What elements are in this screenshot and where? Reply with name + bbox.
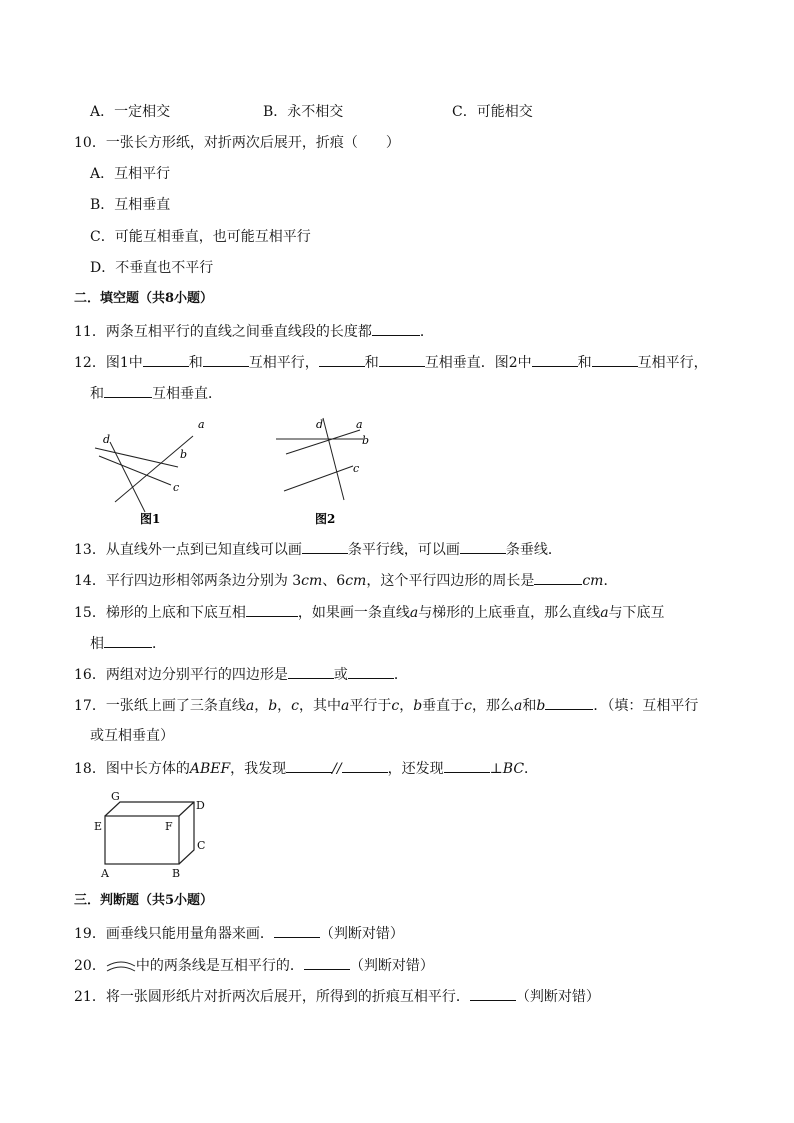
q16-text: 16．两组对边分别平行的四边形是 bbox=[74, 667, 288, 683]
q9-option-c: C．可能相交 bbox=[452, 104, 533, 120]
answer-blank[interactable] bbox=[274, 923, 320, 938]
q15-text: ． bbox=[152, 636, 166, 652]
section-3-heading: 三．判断题（共5小题） bbox=[74, 893, 214, 908]
variable-b: b bbox=[536, 698, 546, 714]
fig1-label-b: b bbox=[180, 448, 188, 461]
fig2-line-d bbox=[323, 418, 344, 500]
edge-bc: BC bbox=[502, 761, 525, 777]
q15-text: 与梯形的上底垂直，那么直线 bbox=[418, 605, 601, 621]
variable-a: a bbox=[600, 605, 609, 621]
variable-c: c bbox=[291, 698, 299, 714]
q14-text: 、6 bbox=[322, 573, 346, 589]
answer-blank[interactable] bbox=[379, 352, 425, 367]
q12-text: 互相平行， bbox=[248, 355, 319, 371]
q12-line1 bbox=[74, 352, 708, 373]
cuboid-edge-fd bbox=[179, 802, 194, 816]
q17-text: ， bbox=[277, 698, 292, 714]
q19-text: 19．画垂线只能用量角器来画． bbox=[74, 926, 274, 942]
q19 bbox=[74, 923, 404, 944]
answer-blank[interactable] bbox=[304, 955, 350, 970]
q14-text: ． bbox=[603, 573, 618, 589]
q17-line2: 或互相垂直） bbox=[90, 728, 174, 744]
answer-blank[interactable] bbox=[246, 602, 298, 617]
fig2-line-a bbox=[286, 430, 360, 454]
answer-blank[interactable] bbox=[143, 352, 189, 367]
figure-2 bbox=[268, 412, 418, 528]
variable-a: a bbox=[245, 698, 255, 714]
fig1-label-c: c bbox=[173, 481, 180, 494]
q17-text: ，其中 bbox=[299, 698, 341, 714]
vertex-A: A bbox=[101, 867, 109, 880]
q12-text: 互相垂直．图2中 bbox=[424, 355, 532, 371]
q17-text: 和 bbox=[522, 698, 537, 714]
q13-text: 13．从直线外一点到已知直线可以画 bbox=[74, 542, 302, 558]
q16-text: 或 bbox=[333, 667, 348, 683]
q16-text: ． bbox=[393, 667, 408, 683]
q21-text: （判断对错） bbox=[515, 989, 600, 1005]
q9-option-b: B．永不相交 bbox=[263, 104, 344, 120]
fig1-caption: 图1 bbox=[140, 512, 161, 526]
q17-text: ．（填：互相平行 bbox=[593, 698, 699, 714]
q21 bbox=[74, 986, 600, 1007]
answer-blank[interactable] bbox=[532, 352, 578, 367]
q17-text: ， bbox=[254, 698, 269, 714]
answer-blank[interactable] bbox=[203, 352, 249, 367]
q13-text: 条平行线，可以画 bbox=[347, 542, 460, 558]
fig1-line-c bbox=[99, 456, 171, 485]
q10-option-b: B．互相垂直 bbox=[90, 197, 171, 213]
q20-text: 中的两条线是互相平行的． bbox=[135, 958, 304, 974]
fig2-label-c: c bbox=[353, 462, 360, 475]
q11-end: ． bbox=[419, 324, 434, 340]
section-2-heading: 二．填空题（共8小题） bbox=[74, 291, 214, 306]
q12-text: 和 bbox=[577, 355, 592, 371]
parallel-symbol: // bbox=[332, 761, 342, 777]
q19-text: （判断对错） bbox=[319, 926, 404, 942]
q13 bbox=[74, 539, 562, 560]
q16 bbox=[74, 664, 408, 685]
answer-blank[interactable] bbox=[545, 695, 593, 710]
q10-option-d: D．不垂直也不平行 bbox=[90, 260, 214, 276]
q17-text: ，那么 bbox=[472, 698, 515, 714]
vertex-G: G bbox=[111, 790, 120, 803]
q15-text: 相 bbox=[90, 636, 104, 652]
q15-line2 bbox=[90, 633, 166, 654]
answer-blank[interactable] bbox=[286, 758, 332, 773]
answer-blank[interactable] bbox=[534, 570, 582, 585]
q17-text: ， bbox=[399, 698, 414, 714]
q15-line1 bbox=[74, 602, 665, 623]
q17-line1 bbox=[74, 695, 698, 716]
q10-option-c: C．可能互相垂直，也可能互相平行 bbox=[90, 229, 311, 245]
q15-text: 15．梯形的上底和下底互相 bbox=[74, 605, 246, 621]
q18-text: 18．图中长方体的 bbox=[74, 761, 190, 777]
q17-text: 17．一张纸上画了三条直线 bbox=[74, 698, 246, 714]
answer-blank[interactable] bbox=[342, 758, 388, 773]
q14 bbox=[74, 570, 617, 591]
vertex-D: D bbox=[196, 799, 205, 812]
q12-text: 12．图1中 bbox=[74, 355, 143, 371]
variable-c: c bbox=[464, 698, 473, 714]
q20-text: 20． bbox=[74, 958, 106, 974]
cuboid-edges bbox=[105, 802, 194, 864]
unit-cm: cm bbox=[582, 573, 604, 589]
q18-text: ，我发现 bbox=[230, 761, 287, 777]
q12-text: 和 bbox=[188, 355, 203, 371]
q11 bbox=[74, 321, 434, 342]
fig1-label-d: d bbox=[103, 433, 111, 446]
vertex-E: E bbox=[94, 820, 103, 833]
q14-text: 14．平行四边形相邻两条边分别为 3 bbox=[74, 573, 302, 589]
variable-b: b bbox=[268, 698, 278, 714]
fig2-caption: 图2 bbox=[315, 512, 336, 526]
perpendicular-symbol: ⊥ bbox=[489, 761, 503, 777]
q9-option-a: A．一定相交 bbox=[90, 104, 171, 120]
answer-blank[interactable] bbox=[302, 539, 348, 554]
q20-text: （判断对错） bbox=[349, 958, 434, 974]
curved-lines-icon bbox=[106, 958, 136, 974]
answer-blank[interactable] bbox=[460, 539, 506, 554]
variable-b: b bbox=[413, 698, 423, 714]
fig1-label-a: a bbox=[198, 418, 205, 431]
answer-blank[interactable] bbox=[372, 321, 420, 336]
answer-blank[interactable] bbox=[592, 352, 638, 367]
q21-text: 21．将一张圆形纸片对折两次后展开，所得到的折痕互相平行． bbox=[74, 989, 470, 1005]
unit-cm: cm bbox=[345, 573, 367, 589]
q13-text: 条垂线． bbox=[505, 542, 562, 558]
q17-text: 平行于 bbox=[349, 698, 392, 714]
q12-text: 互相平行， bbox=[637, 355, 708, 371]
fig2-line-c bbox=[284, 466, 353, 491]
variable-a: a bbox=[341, 698, 350, 714]
vertex-F: F bbox=[165, 820, 173, 833]
q10-option-a: A．互相平行 bbox=[90, 166, 171, 182]
q18-text: ，还发现 bbox=[387, 761, 444, 777]
q15-text: 与下底互 bbox=[608, 605, 665, 621]
fig2-label-a: a bbox=[356, 418, 363, 431]
fig2-label-d: d bbox=[316, 418, 324, 431]
answer-blank[interactable] bbox=[319, 352, 365, 367]
cuboid-figure bbox=[88, 786, 218, 882]
q12-text: 互相垂直． bbox=[152, 386, 222, 402]
answer-blank[interactable] bbox=[470, 986, 516, 1001]
answer-blank[interactable] bbox=[444, 758, 490, 773]
unit-cm: cm bbox=[301, 573, 323, 589]
q12-text: 和 bbox=[364, 355, 379, 371]
answer-blank[interactable] bbox=[104, 633, 152, 648]
face-abef: ABEF bbox=[189, 761, 231, 777]
variable-c: c bbox=[391, 698, 400, 714]
answer-blank[interactable] bbox=[348, 664, 394, 679]
answer-blank[interactable] bbox=[288, 664, 334, 679]
answer-blank[interactable] bbox=[104, 383, 152, 398]
q15-text: ，如果画一条直线 bbox=[297, 605, 410, 621]
figure-1 bbox=[85, 412, 225, 528]
q14-text: ，这个平行四边形的周长是 bbox=[366, 573, 535, 589]
variable-a: a bbox=[409, 605, 419, 621]
fig1-line-a bbox=[115, 436, 193, 502]
vertex-C: C bbox=[197, 839, 206, 852]
q20 bbox=[74, 955, 434, 976]
variable-a: a bbox=[514, 698, 523, 714]
fig2-label-b: b bbox=[362, 434, 370, 447]
q10-stem: 10．一张长方形纸，对折两次后展开，折痕（ ） bbox=[74, 135, 400, 151]
q12-text: 和 bbox=[90, 386, 104, 402]
q12-line2 bbox=[90, 383, 222, 404]
q18 bbox=[74, 758, 538, 779]
q11-text: 11．两条互相平行的直线之间垂直线段的长度都 bbox=[74, 324, 372, 340]
q18-text: ． bbox=[524, 761, 539, 777]
fig1-line-b bbox=[95, 448, 178, 467]
vertex-B: B bbox=[172, 867, 181, 880]
q17-text: 垂直于 bbox=[422, 698, 465, 714]
